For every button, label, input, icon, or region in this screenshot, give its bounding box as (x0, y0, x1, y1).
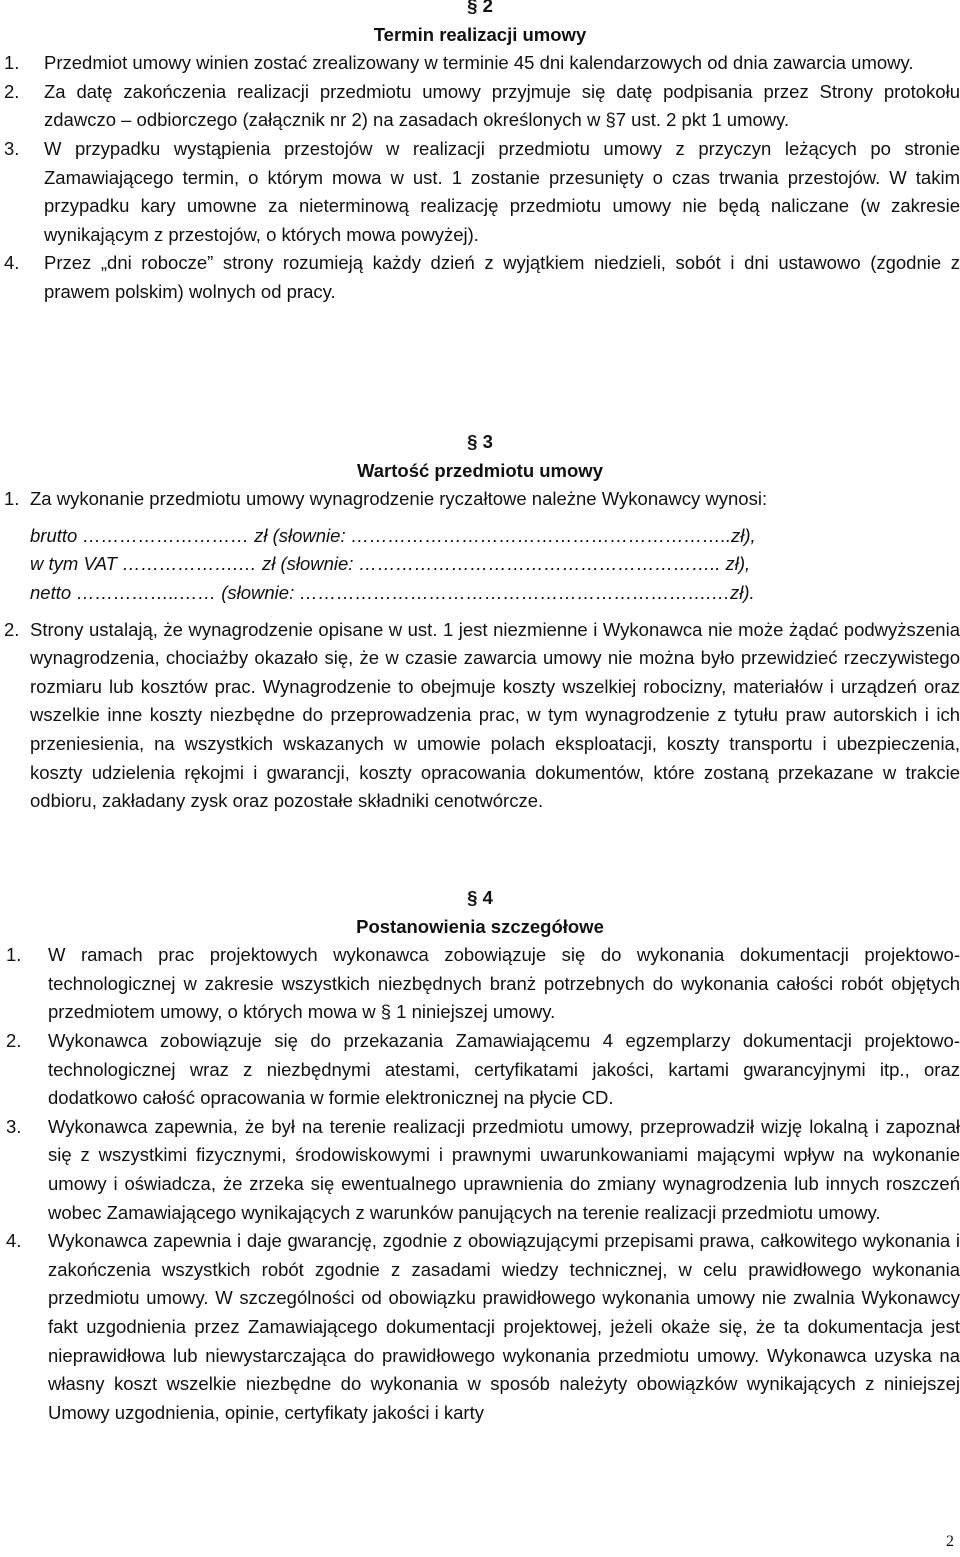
item-text: Wykonawca zobowiązuje się do przekazania Zamawiającemu 4 egzemplarzy dokumentacji projektowo-technologicznej wraz z niezbędnymi atestami, certyfikatami jakości, kartami gwarancyjnymi itp., oraz dodatkowo całość opracowania w formie elektronicznej na płycie CD. (48, 1029, 960, 1109)
item-text: Przez „dni robocze” strony rozumieją każdy dzień z wyjątkiem niedzieli, sobót i dni ustawowo (zgodnie z prawem polskim) wolnych od pracy. (44, 252, 960, 302)
page-number: 2 (946, 1533, 954, 1550)
item-text: Przedmiot umowy winien zostać zrealizowany w terminie 45 dni kalendarzowych od dnia zawarcia umowy. (44, 52, 914, 74)
item-number: 1. (4, 488, 20, 510)
item-number: 1. (6, 944, 22, 966)
section-2-title: Termin realizacji umowy (373, 23, 587, 45)
section-3 (0, 428, 960, 816)
item-number: 2. (6, 1029, 22, 1051)
item-text: Za wykonanie przedmiotu umowy wynagrodzenie ryczałtowe należne Wykonawcy wynosi: (30, 488, 768, 510)
list-item (0, 49, 960, 78)
item-text: Wykonawca zapewnia i daje gwarancję, zgodnie z obowiązującymi przepisami prawa, całkowitego wykonania i zakończenia wszystkich robót zgodnie z zasadami wiedzy technicznej, w celu prawidłowego wykonania przedmiotu umowy. W szczególności od obowiązku prawidłowego wykonania umowy nie zwalnia Wykonawcy fakt uzgodnienia przez Zamawiającego dokumentacji projektowej, jeżeli okaże się, że ta dokumentacja jest nieprawidłowa lub niewystarczająca do prawidłowego wykonania przedmiotu umowy. Wykonawca uzyska na własny koszt wszelkie niezbędne do wykonania w sposób należyty obowiązków wynikających z niniejszej Umowy uzgodnienia, opinie, certyfikaty jakości i karty (48, 1230, 960, 1423)
item-number: 4. (4, 252, 20, 274)
payment-vat-text: w tym VAT ……………….… zł (słownie: ………………………………………………….. zł), (30, 553, 751, 575)
section-2-list (0, 49, 960, 306)
list-item (0, 135, 960, 249)
section-2-symbol: § 2 (467, 0, 493, 16)
list-item (0, 941, 960, 1027)
section-4-list (0, 941, 960, 1427)
item-number: 3. (6, 1115, 22, 1137)
item-text: Za datę zakończenia realizacji przedmiotu umowy przyjmuje się datę podpisania przez Strony protokołu zdawczo – odbiorczego (załącznik nr 2) na zasadach określonych w §7 ust. 2 pkt 1 umowy. (44, 80, 960, 131)
payment-brutto (30, 522, 960, 551)
item-number: 1. (4, 52, 20, 74)
section-2 (0, 0, 960, 307)
item-number: 3. (4, 137, 20, 159)
section-3-symbol: § 3 (467, 431, 493, 452)
section-4 (0, 884, 960, 1427)
item-number: 2. (4, 618, 20, 640)
item-number: 2. (4, 80, 20, 102)
item-text: Strony ustalają, że wynagrodzenie opisane w ust. 1 jest niezmienne i Wykonawca nie może żądać podwyższenia wynagrodzenia, chociażby okazało się, że w czasie zawarcia umowy nie można było przewidzieć rzeczywistego rozmiaru lub kosztów prac. Wynagrodzenie to obejmuje koszty wszelkiej robocizny, materiałów i urządzeń oraz wszelkie inne koszty niezbędne do przeprowadzenia prac, w tym wynagrodzenie z tytułu praw autorskich i ich przeniesienia, na wszystkich wskazanych w umowie polach eksploatacji, koszty transportu i ubezpieczenia, koszty udzielenia rękojmi i gwarancji, koszty opracowania dokumentów, które zostaną przekazane w trakcie odbioru, zakładany zysk oraz pozostałe składniki cenotwórcze. (30, 618, 960, 812)
list-item (0, 249, 960, 306)
list-item (0, 485, 960, 514)
list-item (0, 1227, 960, 1427)
payment-netto-text: netto ……………..…… (słownie: ………………………………………………………….…zł). (30, 581, 755, 603)
payment-brutto-text: brutto ……………………… zł (słownie: ……………………………………………………..zł), (30, 524, 756, 546)
list-item (0, 1113, 960, 1227)
payment-block (0, 522, 960, 608)
item-number: 4. (6, 1230, 22, 1252)
section-4-symbol: § 4 (467, 887, 493, 908)
section-3-title: Wartość przedmiotu umowy (356, 459, 603, 481)
list-item (0, 1027, 960, 1113)
section-4-title: Postanowienia szczegółowe (356, 915, 604, 937)
item-text: W przypadku wystąpienia przestojów w realizacji przedmiotu umowy z przyczyn leżących po stronie Zamawiającego termin, o którym mowa w ust. 1 zostanie przesunięty o czas trwania przestojów. W takim przypadku kary umowne za nieterminową realizację przedmiotu umowy nie będą naliczane (w zakresie wynikającym z przestojów, o których mowa powyżej). (44, 137, 960, 245)
item-text: Wykonawca zapewnia, że był na terenie realizacji przedmiotu umowy, przeprowadził wizję lokalną i zapoznał się z wszystkimi fizycznymi, środowiskowymi i prawnymi uwarunkowaniami mającymi wpływ na wykonanie umowy i oświadcza, że zrzeka się ewentualnego uprawnienia do zmiany wynagrodzenia lub innych roszczeń wobec Zamawiającego wynikających z warunków panujących na terenie realizacji przedmiotu umowy. (48, 1115, 960, 1223)
list-item (0, 616, 960, 816)
list-item (0, 78, 960, 135)
item-text: W ramach prac projektowych wykonawca zobowiązuje się do wykonania dokumentacji projektowo-technologicznej w zakresie wszystkich niezbędnych branż potrzebnych do wykonania całości robót objętych przedmiotem umowy, o których mowa w § 1 niniejszej umowy. (48, 944, 960, 1023)
payment-vat (30, 550, 960, 579)
payment-netto (30, 579, 960, 608)
